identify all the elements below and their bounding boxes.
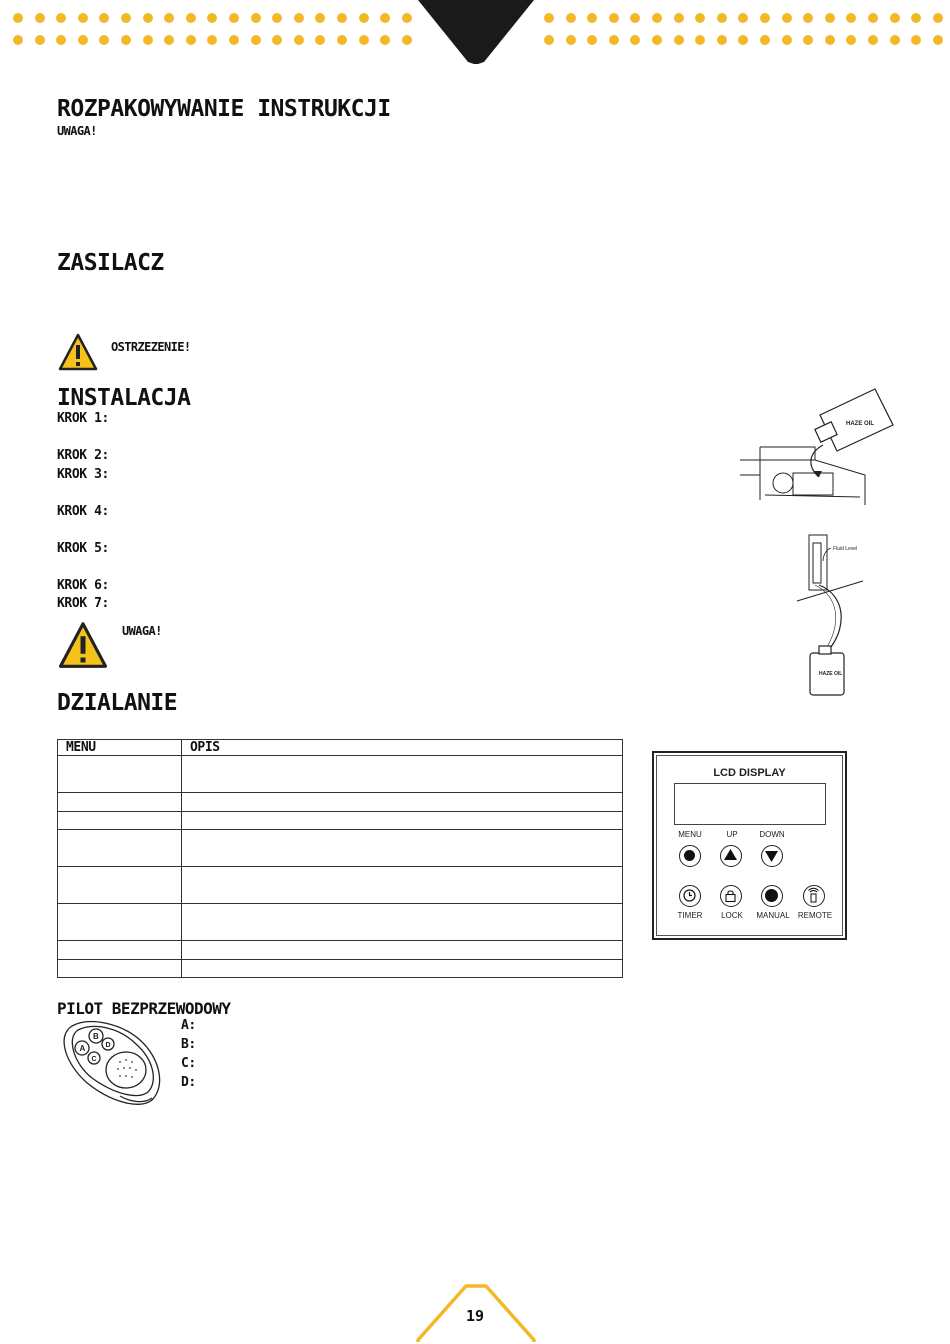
header-dot	[13, 13, 23, 23]
header-dot	[56, 35, 66, 45]
header-dot	[229, 35, 239, 45]
header-dot	[164, 35, 174, 45]
header-dot	[782, 35, 792, 45]
machine-outline	[740, 447, 865, 505]
header-dot	[78, 13, 88, 23]
header-dot	[911, 35, 921, 45]
table-row	[58, 830, 623, 867]
section-title-remote: PILOT BEZPRZEWODOWY	[57, 999, 231, 1018]
header-dot	[695, 13, 705, 23]
wireless-remote-icon	[60, 1018, 166, 1108]
header-dot	[911, 13, 921, 23]
table-row	[58, 756, 623, 793]
header-dot	[566, 13, 576, 23]
header-dot	[121, 13, 131, 23]
warning-triangle-icon	[58, 621, 108, 669]
header-dot	[738, 13, 748, 23]
lcd-screen	[674, 783, 826, 825]
remote-key-d-label: D:	[181, 1075, 196, 1090]
header-dot	[717, 35, 727, 45]
figure-bottle-label-bottom: HAZE OIL	[819, 671, 843, 677]
header-dot	[186, 13, 196, 23]
remote-key-c-label: C:	[181, 1056, 196, 1071]
lcd-label-timer: TIMER	[677, 911, 703, 920]
install-step-3: KROK 3:	[57, 467, 109, 482]
header-dot	[868, 13, 878, 23]
remote-button[interactable]	[803, 885, 825, 907]
remote-key-c-icon: C	[91, 1056, 97, 1063]
triangle-up-icon	[721, 846, 740, 865]
header-dot	[825, 13, 835, 23]
header-dot	[717, 13, 727, 23]
header-dot	[674, 35, 684, 45]
lcd-label-up: UP	[726, 830, 738, 839]
table-header-opis: OPIS	[182, 740, 623, 756]
remote-key-a-icon: A	[79, 1044, 86, 1053]
haze-oil-bottle-top-icon	[815, 389, 893, 451]
header-dot	[846, 35, 856, 45]
header-dot	[544, 35, 554, 45]
header-dot	[294, 13, 304, 23]
figure-fluid-label: Fluid Level	[833, 546, 858, 552]
header-dot	[630, 13, 640, 23]
header-dot	[380, 13, 390, 23]
header-dot	[35, 13, 45, 23]
timer-button[interactable]	[679, 885, 701, 907]
installation-warning-label: UWAGA!	[122, 624, 162, 638]
header-dot	[738, 35, 748, 45]
header-dot	[652, 35, 662, 45]
header-dot	[56, 13, 66, 23]
header-dot	[359, 13, 369, 23]
lcd-label-down: DOWN	[759, 830, 785, 839]
table-row	[58, 904, 623, 941]
header-dot	[846, 13, 856, 23]
header-dot	[143, 35, 153, 45]
triangle-down-icon	[762, 846, 781, 865]
header-dot	[803, 13, 813, 23]
install-step-1: KROK 1:	[57, 411, 109, 426]
lcd-label-manual: MANUAL	[756, 911, 790, 920]
header-dot	[630, 35, 640, 45]
header-dot	[337, 35, 347, 45]
section-title-operation: DZIALANIE	[57, 690, 178, 716]
header-dot	[609, 13, 619, 23]
header-dot	[294, 35, 304, 45]
section-title-unpacking: ROZPAKOWYWANIE INSTRUKCJI	[57, 96, 391, 122]
header-dot	[933, 13, 943, 23]
down-button[interactable]	[761, 845, 783, 867]
table-row	[58, 960, 623, 978]
figure-bottle-label-top: HAZE OIL	[846, 421, 874, 427]
up-button[interactable]	[720, 845, 742, 867]
manual-button[interactable]	[761, 885, 783, 907]
menu-button[interactable]	[679, 845, 701, 867]
remote-key-b-icon: B	[93, 1032, 99, 1041]
lcd-title: LCD DISPLAY	[713, 767, 786, 779]
table-row	[58, 812, 623, 830]
header-dot	[760, 35, 770, 45]
header-dot	[587, 35, 597, 45]
section-title-power: ZASILACZ	[57, 250, 164, 276]
header-dot	[544, 13, 554, 23]
lock-icon	[721, 886, 740, 905]
install-step-5: KROK 5:	[57, 541, 109, 556]
header-dot	[652, 13, 662, 23]
lcd-control-panel	[652, 751, 847, 940]
header-tab-shape	[418, 0, 534, 64]
header-dot	[272, 13, 282, 23]
header-dot	[890, 13, 900, 23]
header-dot	[868, 35, 878, 45]
header-dot	[566, 35, 576, 45]
table-header-menu: MENU	[58, 740, 182, 756]
table-row	[58, 941, 623, 960]
install-step-2: KROK 2:	[57, 448, 109, 463]
header-dot	[760, 13, 770, 23]
header-dot	[674, 13, 684, 23]
power-warning-label: OSTRZEZENIE!	[111, 340, 191, 354]
install-step-6: KROK 6:	[57, 578, 109, 593]
header-dot	[803, 35, 813, 45]
manual-dot-icon	[765, 889, 778, 902]
header-dot	[207, 13, 217, 23]
header-dot	[164, 13, 174, 23]
header-dot	[402, 13, 412, 23]
header-dot	[782, 13, 792, 23]
header-dot	[13, 35, 23, 45]
installation-figure	[735, 385, 895, 700]
install-step-7: KROK 7:	[57, 596, 109, 611]
page-number: 19	[465, 1307, 485, 1325]
menu-dot-icon	[684, 850, 695, 861]
header-dot	[186, 35, 196, 45]
header-dot	[121, 35, 131, 45]
header-dot	[99, 35, 109, 45]
header-dot	[890, 35, 900, 45]
header-dot	[207, 35, 217, 45]
header-dot	[380, 35, 390, 45]
header-dot	[337, 13, 347, 23]
header-dot	[251, 13, 261, 23]
table-header-row	[58, 740, 623, 756]
lcd-label-lock: LOCK	[721, 911, 743, 920]
header-dot	[402, 35, 412, 45]
remote-signal-icon	[804, 886, 823, 905]
header-dot	[315, 35, 325, 45]
clock-icon	[680, 886, 699, 905]
unpacking-note-label: UWAGA!	[57, 124, 97, 138]
remote-key-b-label: B:	[181, 1037, 196, 1052]
header-dot	[272, 35, 282, 45]
header-dot	[143, 13, 153, 23]
lock-button[interactable]	[720, 885, 742, 907]
header-dot	[695, 35, 705, 45]
header-dot	[78, 35, 88, 45]
lcd-label-menu: MENU	[678, 830, 702, 839]
header-dot	[315, 13, 325, 23]
header-dot	[359, 35, 369, 45]
remote-key-d-icon: D	[105, 1042, 111, 1049]
header-dot	[99, 13, 109, 23]
menu-table	[57, 739, 623, 978]
header-dot	[35, 35, 45, 45]
header-dot	[825, 35, 835, 45]
lcd-label-remote: REMOTE	[797, 911, 833, 920]
install-step-4: KROK 4:	[57, 504, 109, 519]
header-dot	[587, 13, 597, 23]
table-row	[58, 793, 623, 812]
remote-key-a-label: A:	[181, 1018, 196, 1033]
header-dot	[609, 35, 619, 45]
header-dot	[251, 35, 261, 45]
table-row	[58, 867, 623, 904]
warning-triangle-icon	[58, 333, 98, 371]
header-dot	[229, 13, 239, 23]
header-dot	[933, 35, 943, 45]
section-title-installation: INSTALACJA	[57, 385, 191, 411]
